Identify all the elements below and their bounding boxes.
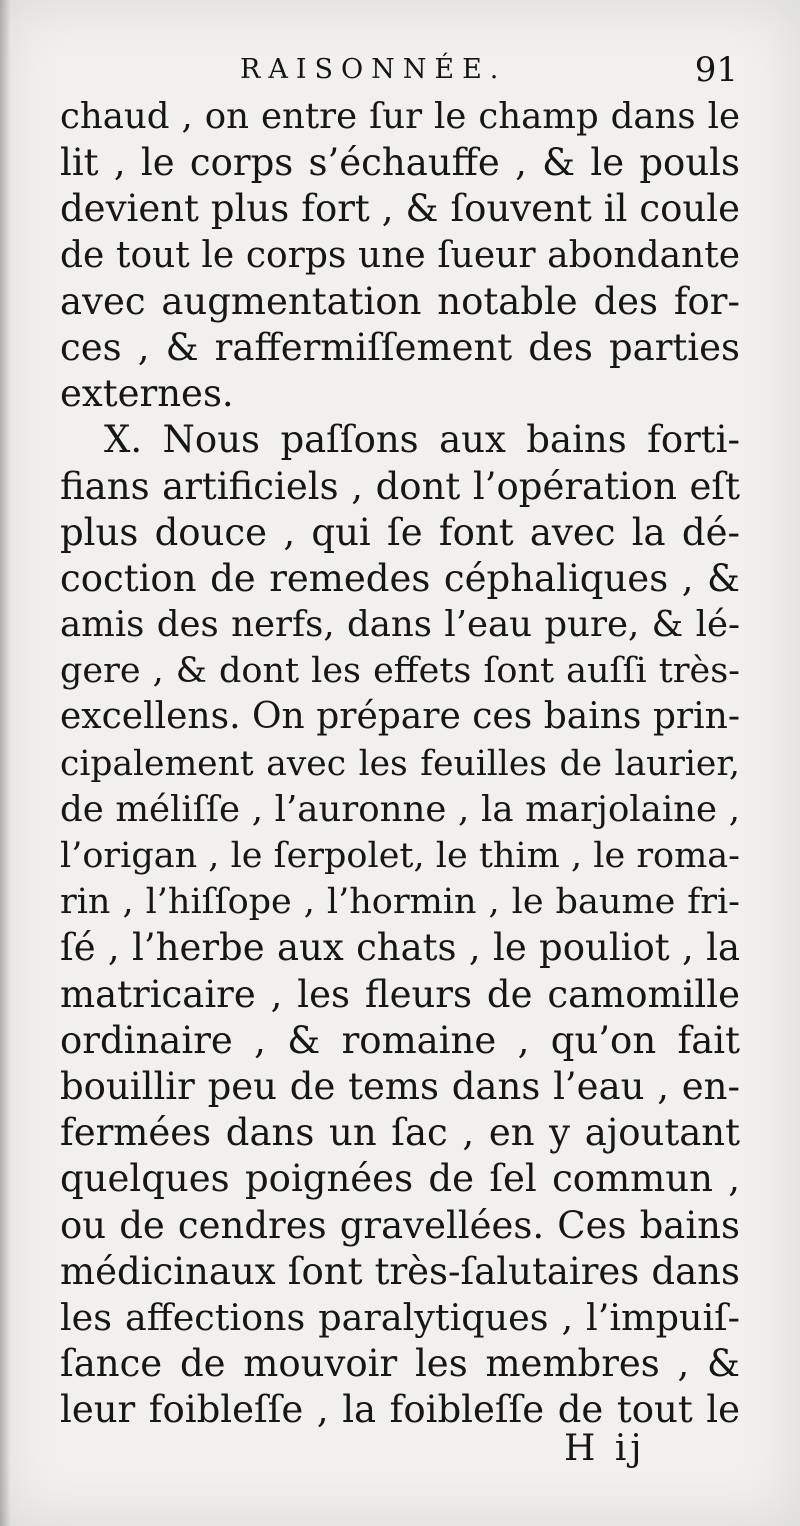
paragraph-start-line: X. Nous paſſons aux bains forti- — [104, 418, 740, 462]
text-line: ſé , l’herbe aux chats , le pouliot , la — [60, 926, 740, 970]
text-line: ces , & raffermiſſement des parties — [60, 325, 740, 369]
text-line: quelques poignées de ſel commun , — [60, 1157, 740, 1201]
text-line: de méliſſe , l’auronne , la marjolaine , — [60, 788, 740, 830]
text-line: cipalement avec les feuilles de laurier, — [60, 743, 740, 784]
text-line: excellens. On prépare ces bains prin- — [60, 696, 740, 738]
text-line: ordinaire , & romaine , qu’on fait — [60, 1018, 740, 1062]
text-line: matricaire , les fleurs de camomille — [60, 972, 740, 1016]
running-head: RAISONNÉE. — [240, 54, 507, 85]
text-line: bouillir peu de tems dans l’eau , en- — [60, 1064, 740, 1108]
signature-mark: H ij — [564, 1428, 646, 1469]
text-line: fermées dans un ſac , en y ajoutant — [60, 1111, 740, 1155]
text-line: amis des nerfs, dans l’eau pure, & lé- — [60, 604, 740, 646]
text-line: leur foibleſſe , la foibleſſe de tout le — [60, 1388, 740, 1432]
text-line: l’origan , le ſerpolet, le thim , le roma- — [60, 836, 740, 876]
text-line: devient plus fort , & ſouvent il coule — [60, 187, 740, 231]
body-text — [60, 94, 740, 1433]
text-line: externes. — [60, 372, 234, 416]
page-gutter-edge — [0, 0, 10, 1526]
text-line: rin , l’hiſſope , l’hormin , le baume fri- — [60, 882, 740, 923]
page-header — [60, 48, 740, 98]
text-line: plus douce , qui ſe font avec la dé- — [60, 510, 740, 554]
text-line: de tout le corps une ſueur abondante — [60, 234, 740, 276]
text-line: gere , & dont les effets ſont auſſi très- — [60, 651, 740, 692]
text-line: avec augmentation notable des for- — [60, 279, 740, 323]
text-line: lit , le corps s’échauffe , & le pouls — [60, 141, 740, 185]
text-line: coction de remedes céphaliques , & — [60, 556, 740, 600]
page-number: 91 — [694, 50, 738, 90]
text-line: ou de cendres gravellées. Ces bains — [60, 1203, 740, 1247]
text-line: médicinaux ſont très-ſalutaires dans — [60, 1249, 740, 1293]
text-line: fians artificiels , dont l’opération eſt — [60, 464, 740, 508]
text-line: les affections paralytiques , l’impuiſ- — [60, 1295, 740, 1339]
text-line: ſance de mouvoir les membres , & — [60, 1342, 740, 1386]
text-line: chaud , on entre ſur le champ dans le — [60, 96, 740, 137]
